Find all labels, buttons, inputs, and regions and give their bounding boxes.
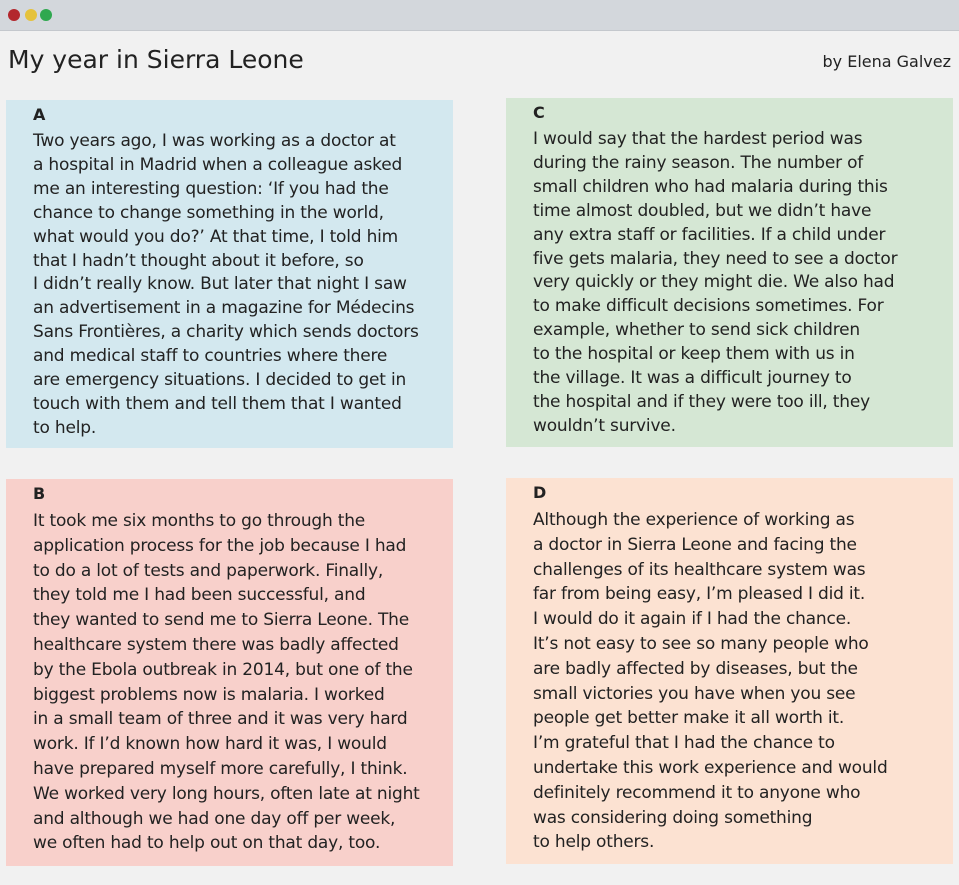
maximize-window-button[interactable]	[40, 9, 52, 21]
text-line: the hospital and if they were too ill, they	[533, 391, 870, 412]
text-line: I’m grateful that I had the chance to	[533, 733, 835, 754]
paragraph-card-d	[506, 478, 953, 864]
text-line: It took me six months to go through the	[33, 511, 366, 531]
text-line: example, whether to send sick children	[533, 320, 860, 341]
text-line: that I hadn’t thought about it before, so	[33, 250, 364, 271]
text-line: application process for the job because I had	[33, 535, 407, 556]
text-line: touch with them and tell them that I wanted	[33, 393, 402, 414]
text-line: small victories you have when you see	[533, 683, 856, 704]
text-line: have prepared myself more carefully, I think.	[33, 758, 408, 779]
text-line: a doctor in Sierra Leone and facing the	[533, 534, 857, 555]
text-line: to make difficult decisions sometimes. For	[533, 296, 884, 317]
text-line: by the Ebola outbreak in 2014, but one of the	[33, 659, 413, 680]
text-line: are emergency situations. I decided to get in	[33, 370, 407, 391]
text-line: work. If I’d known how hard it was, I would	[33, 734, 387, 755]
text-line: a hospital in Madrid when a colleague asked	[33, 154, 403, 175]
close-window-button[interactable]	[8, 9, 20, 21]
text-line: they told me I had been successful, and	[33, 585, 366, 606]
text-line: five gets malaria, they need to see a doctor	[533, 248, 898, 269]
text-line: healthcare system there was badly affected	[33, 634, 399, 655]
text-line: and although we had one day off per week,	[33, 808, 396, 829]
paragraph-card-a	[6, 100, 453, 448]
text-line: small children who had malaria during this	[533, 176, 888, 197]
text-line: what would you do?’ At that time, I told him	[33, 226, 399, 247]
text-line: very quickly or they might die. We also had	[533, 272, 895, 293]
author-byline: by Elena Galvez	[822, 52, 951, 71]
page-title: My year in Sierra Leone	[8, 45, 304, 74]
text-line: Sans Frontières, a charity which sends doctors	[33, 322, 419, 343]
text-line: definitely recommend it to anyone who	[533, 782, 861, 803]
text-line: chance to change something in the world,	[33, 202, 384, 223]
text-line: It’s not easy to see so many people who	[533, 633, 869, 654]
text-line: We worked very long hours, often late at night	[33, 783, 420, 804]
text-line: I would do it again if I had the chance.	[533, 609, 852, 630]
text-line: an advertisement in a magazine for Médecins	[33, 298, 415, 319]
text-line: was considering doing something	[533, 807, 813, 828]
text-line: and medical staff to countries where there	[33, 346, 388, 367]
text-line: Although the experience of working as	[533, 510, 855, 530]
card-text	[33, 509, 447, 856]
text-line: are badly affected by diseases, but the	[533, 658, 858, 679]
text-line: undertake this work experience and would	[533, 757, 888, 778]
text-line: people get better make it all worth it.	[533, 708, 845, 729]
text-line: me an interesting question: ‘If you had the	[33, 178, 389, 199]
text-line: I didn’t really know. But later that night I saw	[33, 274, 407, 295]
text-line: we often had to help out on that day, too.	[33, 833, 381, 854]
text-line: to help others.	[533, 832, 655, 853]
card-text	[533, 128, 947, 439]
card-text	[533, 508, 947, 855]
text-line: time almost doubled, but we didn’t have	[533, 200, 872, 221]
card-letter: D	[533, 483, 547, 502]
minimize-window-button[interactable]	[25, 9, 37, 21]
paragraph-card-c	[506, 98, 953, 447]
text-line: I would say that the hardest period was	[533, 129, 863, 149]
text-line: in a small team of three and it was very hard	[33, 709, 408, 730]
text-line: to do a lot of tests and paperwork. Finally,	[33, 560, 384, 581]
paragraph-card-b	[6, 479, 453, 866]
text-line: to the hospital or keep them with us in	[533, 344, 855, 365]
window-titlebar	[0, 0, 959, 31]
card-text	[33, 130, 447, 441]
text-line: during the rainy season. The number of	[533, 152, 864, 173]
text-line: challenges of its healthcare system was	[533, 559, 866, 580]
text-line: the village. It was a difficult journey to	[533, 368, 852, 389]
text-line: any extra staff or facilities. If a child under	[533, 224, 886, 245]
card-letter: B	[33, 484, 46, 503]
text-line: Two years ago, I was working as a doctor at	[33, 131, 396, 151]
text-line: wouldn’t survive.	[533, 415, 676, 436]
text-line: biggest problems now is malaria. I worked	[33, 684, 385, 705]
card-letter: A	[33, 105, 46, 124]
card-letter: C	[533, 103, 545, 122]
text-line: to help.	[33, 417, 97, 438]
text-line: far from being easy, I’m pleased I did it.	[533, 584, 866, 605]
text-line: they wanted to send me to Sierra Leone. The	[33, 610, 409, 631]
